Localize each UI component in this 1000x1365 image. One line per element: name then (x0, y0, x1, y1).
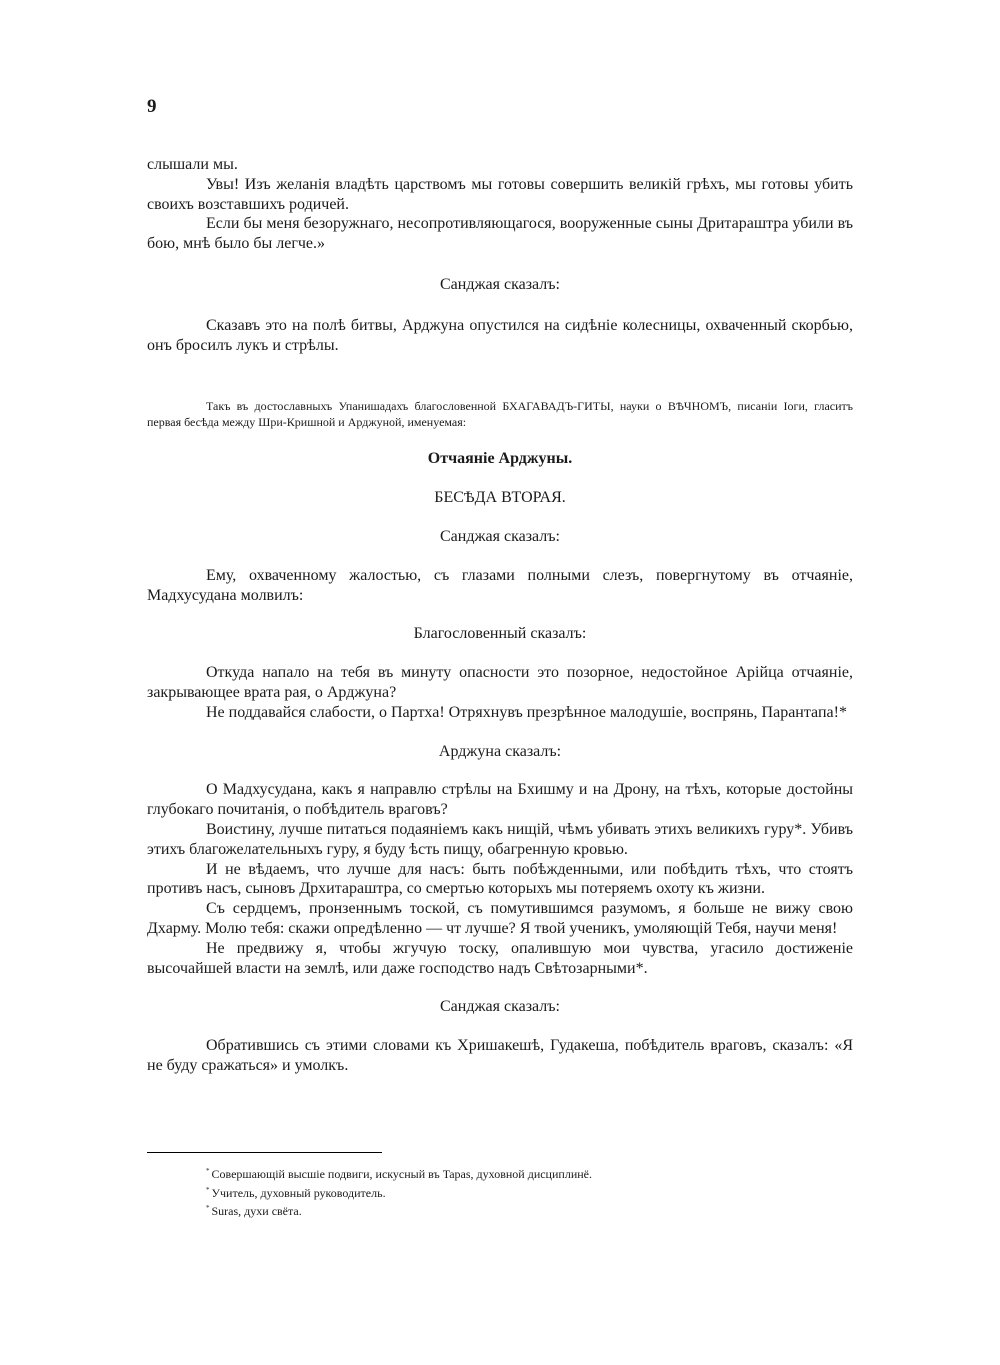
speaker-heading: Арджуна сказалъ: (438, 742, 562, 760)
speaker-heading: Санджая сказалъ: (440, 998, 560, 1016)
chapter-heading: БЕСѢДА ВТОРАЯ. (434, 489, 566, 507)
footnotes (206, 1164, 592, 1220)
page-number: 9 (147, 96, 157, 117)
colophon: Такъ въ достославныхъ Упанишадахъ благословенной БХАГАВАДЪ-ГИТЫ, науки о ВѢЧНОМЪ, писаніи Іоги, гласитъ первая бесѣда между Шри-Кришной и Арджуной, именуемая: (147, 399, 853, 430)
paragraph: Если бы меня безоружнаго, несопротивляющагося, вооруженные сыны Дритараштра убили въ бою, мнѣ было бы легче.» (147, 215, 853, 253)
paragraph: Воистину, лучше питаться подаяніемъ какъ нищій, чѣмъ убивать этихъ великихъ гуру*. Убивъ этихъ благожелательныхъ гуру, я буду ѣсть пищу, обагренную кровью. (147, 820, 853, 858)
footnote (206, 1201, 592, 1220)
paragraph: Откуда напало на тебя въ минуту опасности это позорное, недостойное Арійца отчаяніе, закрывающее врата рая, о Арджуна? (147, 664, 853, 701)
footnote-marker: * (206, 1185, 210, 1194)
paragraph: И не вѣдаемъ, что лучше для насъ: быть побѣжденными, или побѣдить тѣхъ, что стоятъ противъ насъ, сыновъ Дрхитараштра, со смертью которыхъ мы потеряемъ охоту къ жизни. (147, 860, 853, 898)
paragraph: Обратившись съ этими словами къ Хришакешѣ, Гудакеша, побѣдитель враговъ, сказалъ: «Я не буду сражаться» и умолкъ. (147, 1037, 853, 1074)
footnote-text: Suras, духи свёта. (211, 1204, 302, 1218)
paragraph: слышали мы. (147, 156, 238, 173)
footnote-text: Учитель, духовный руководитель. (211, 1185, 386, 1200)
main-text (147, 155, 853, 1076)
paragraph: Сказавъ это на полѣ битвы, Арджуна опустился на сидѣніе колесницы, охваченный скорбью, онъ бросилъ лукъ и стрѣлы. (147, 316, 853, 354)
footnote (206, 1164, 592, 1183)
footnote-marker: * (206, 1167, 210, 1175)
chapter-title: Отчаяніе Арджуны. (427, 450, 573, 468)
paragraph: О Мадхусудана, какъ я направлю стрѣлы на Бхишму и на Дрону, на тѣхъ, которые достойны глубокаго почитанія, о побѣдитель враговъ? (147, 781, 853, 819)
footnote-text: Совершающій высшіе подвиги, искусный въ Tapas, духовной дисциплинё. (211, 1167, 592, 1181)
speaker-heading: Санджая сказалъ: (440, 275, 560, 293)
footnote (206, 1183, 592, 1202)
paragraph: Увы! Изъ желанія владѣть царствомъ мы готовы совершить великій грѣхъ, мы готовы убить своихъ возставшихъ родичей. (147, 175, 853, 213)
footnote-marker: * (206, 1204, 210, 1212)
paragraph: Съ сердцемъ, пронзеннымъ тоской, съ помутившимся разумомъ, я больше не вижу свою Дхарму. Молю тебя: скажи опредѣленно — чт лучше? Я твой ученикъ, умоляющій Тебя, научи меня! (147, 900, 853, 937)
footnote-divider (147, 1152, 382, 1153)
paragraph: Не поддавайся слабости, о Партха! Отряхнувъ презрѣнное малодушіе, воспрянь, Парантапа!* (206, 703, 847, 721)
paragraph: Не предвижу я, чтобы жгучую тоску, опалившую мои чувства, угасило достиженіе высочайшей власти на землѣ, или даже господство надъ Свѣтозарными*. (147, 939, 853, 977)
speaker-heading: Санджая сказалъ: (440, 527, 560, 545)
speaker-heading: Благословенный сказалъ: (413, 625, 587, 643)
paragraph: Ему, охваченному жалостью, съ глазами полными слезъ, повергнутому въ отчаяніе, Мадхусудана молвилъ: (147, 566, 853, 604)
